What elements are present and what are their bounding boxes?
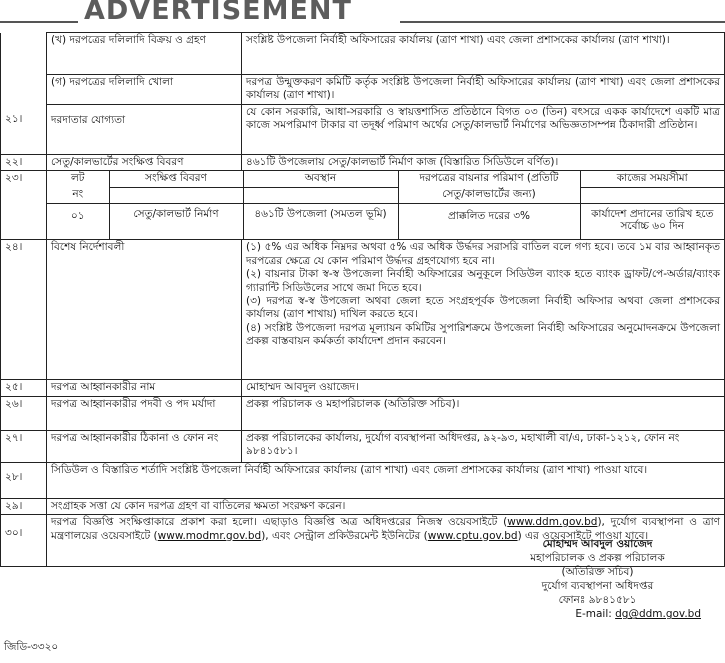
instruction-1: (১) ৫% এর অধিক নিম্নদর অথবা ৫% এর অধিক উর্দ্ধদর সরাসরি বাতিল বলে গণ্য হবে। তবে ১ম বার আহ্বানকৃত দরপত্রের ক্ষেত্রে যে কোন পরিমাণ উর্দ্ধদর গ্রহণযোগ্য হবে না। xyxy=(246,241,720,267)
row-24 xyxy=(1,240,725,380)
row-24-label: বিশেষ নির্দেশাবলী xyxy=(47,240,242,380)
row-29-value: সংগ্রাহক সত্তা যে কোন দরপত্র গ্রহণ বা বাতিলের ক্ষমতা সংরক্ষণ করেন। xyxy=(47,498,725,514)
lot-header-earnest-cont: সেতু/কালভার্টের জন্য) xyxy=(398,187,580,203)
lot-row-1 xyxy=(47,203,724,239)
row-27-value: প্রকল্প পরিচালকের কার্যালয়, দুর্যোগ ব্যবস্থাপনা অধিদপ্তর, ৯২-৯৩, মহাখালী বা/এ, ঢাকা-১২১২, ফোন নং ৯৮৪১৫৮১। xyxy=(242,430,725,462)
row-25 xyxy=(1,380,725,396)
lot-header-location: অবস্থান xyxy=(243,171,398,187)
row-21-label: দরদাতার যোগ্যতা xyxy=(47,104,242,154)
row-27 xyxy=(1,430,725,462)
row-24-value xyxy=(242,240,725,380)
row-26-label: দরপত্র আহ্বানকারীর পদবী ও পদ মর্যাদা xyxy=(47,396,242,430)
row-29 xyxy=(1,498,725,514)
row-27-label: দরপত্র আহ্বানকারীর ঠিকানা ও ফোন নং xyxy=(47,430,242,462)
lot-header-location-blank xyxy=(243,187,398,203)
row-25-label: দরপত্র আহ্বানকারীর নাম xyxy=(47,380,242,396)
banner-left-rule xyxy=(0,21,78,23)
ddm-website-link[interactable]: www.ddm.gov.bd xyxy=(507,516,598,529)
row-ga-num xyxy=(1,75,47,105)
lot-header-brief-blank xyxy=(109,187,243,203)
instruction-3: (৩) দরপত্র স্ব-স্ব উপজেলা অথবা জেলা হতে সংগ্রহপূর্বক উপজেলা নির্বাহী অফিসার অথবা জেলা প্রশাসকের কার্যালয় (ত্রাণ শাখায়) দাখিল করতে হবে। xyxy=(246,294,720,321)
row-22 xyxy=(1,154,725,170)
lot-table xyxy=(47,171,724,239)
lot-header-time: কাজের সময়সীমা xyxy=(580,171,724,187)
row-25-value: মোহাম্মদ আবদুল ওয়াজেদ। xyxy=(242,380,725,396)
row-27-num: ২৭। xyxy=(1,430,47,462)
advertisement-banner xyxy=(0,0,725,32)
row-25-num: ২৫। xyxy=(1,380,47,396)
cptu-website-link[interactable]: www.cptu.gov.bd xyxy=(427,529,518,542)
row-ga-value: দরপত্র উন্মুক্তকরণ কমিটি কর্তৃক সংশ্লিষ্ট উপজেলা নির্বাহী অফিসারের কার্যালয় (ত্রাণ শাখা) এবং জেলা প্রশাসকের কার্যালয় (ত্রাণ শাখা)। xyxy=(242,75,725,105)
email-link[interactable]: dg@ddm.gov.bd xyxy=(615,608,701,621)
row-22-num: ২২। xyxy=(1,154,47,170)
lot-cell-time: কার্যাদেশ প্রদানের তারিখ হতে সর্বোচ্চ ৬০ দিন xyxy=(580,203,724,239)
row-23-lot-table-cell xyxy=(47,171,725,240)
instruction-4: (৪) সংশ্লিষ্ট উপজেলা দরপত্র মূল্যায়ন কমিটির সুপারিশক্রমে উপজেলা নির্বাহী অফিসারের অনুমোদনক্রমে উপজেলা প্রকল্প বাস্তবায়ন কর্মকর্তা কার্যাদেশ প্রদান করবেন। xyxy=(246,321,720,348)
row-21-value: যে কোন সরকারি, আধা-সরকারি ও স্বায়ত্তশাসিত প্রতিষ্ঠানে বিগত ০৩ (তিন) বৎসরে একক কার্যাদেশে একটি মাত্র কাজে সমপরিমাণ টাকার বা তদূর্ধ্ব পরিমাণ অর্থের সেতু/কালভার্ট নির্মাণের অভিজ্ঞতাসম্পন্ন ঠিকাদারী প্রতিষ্ঠান। xyxy=(242,104,725,154)
row-kha xyxy=(1,33,725,75)
row-23 xyxy=(1,171,725,240)
row-28-num: ২৮। xyxy=(1,462,47,498)
row-23-num: ২৩। xyxy=(1,171,47,240)
row-29-num: ২৯। xyxy=(1,498,47,514)
row-22-value: ৪৬১টি উপজেলায় সেতু/কালভার্ট নির্মাণ কাজ (বিস্তারিত সিডিউলে বর্ণিত)। xyxy=(242,154,725,170)
email-label: E-mail: xyxy=(575,608,616,621)
signatory-phone: ফোনঃ ৯৮৪১৫৮১ xyxy=(558,594,637,607)
row-ga-label: (গ) দরপত্রের দলিলাদি খোলা xyxy=(47,75,242,105)
signatory-rank: (অতিরিক্ত সচিব) xyxy=(561,566,634,579)
modmr-website-link[interactable]: www.modmr.gov.bd xyxy=(157,529,262,542)
row-22-label: সেতু/কালভার্টের সংক্ষিপ্ত বিবরণ xyxy=(47,154,242,170)
instruction-2: (২) বায়নার টাকা স্ব-স্ব উপজেলা নির্বাহী অফিসারের অনুকূলে সিডিউল ব্যাংক হতে ব্যাংক ড্রাফট/পে-অর্ডার/ব্যাংক গ্যারান্টি সিডিউলের সাথে জমা দিতে হবে। xyxy=(246,268,720,294)
row-kha-value: সংশ্লিষ্ট উপজেলা নির্বাহী অফিসারের কার্যালয় (ত্রাণ শাখা) এবং জেলা প্রশাসকের কার্যালয় (ত্রাণ শাখা)। xyxy=(242,33,725,75)
lot-header-row xyxy=(47,171,724,187)
row-30-text-3: ), এবং সেন্ট্রাল প্রকিউরমেন্ট ইউনিটের ( xyxy=(261,529,428,542)
row-21 xyxy=(1,104,725,154)
tender-table xyxy=(0,32,725,567)
signatory-org: দুর্যোগ ব্যবস্থাপনা অধিদপ্তর xyxy=(541,580,654,593)
row-26 xyxy=(1,396,725,430)
lot-cell-location: ৪৬১টি উপজেলা (সমতল ভূমি) xyxy=(243,203,398,239)
signatory-title: মহাপরিচালক ও প্রকল্প পরিচালক xyxy=(530,552,665,565)
lot-cell-earnest: প্রাক্কলিত দরের ৩% xyxy=(398,203,580,239)
row-30-text-4: ) এর ওয়েবসাইটে পাওয়া যাবে। xyxy=(517,529,649,542)
row-21-num: ২১। xyxy=(1,104,47,154)
lot-header-earnest: দরপত্রের বায়নার পরিমাণ (প্রতিটি xyxy=(398,171,580,187)
row-28-value: সিডিউল ও বিস্তারিত শর্তাদি সংশ্লিষ্ট উপজেলা নির্বাহী অফিসারের কার্যালয় (ত্রাণ শাখা) এবং জেলা প্রশাসকের কার্যালয় (ত্রাণ শাখা) পাওয়া যাবে। xyxy=(47,462,725,498)
lot-header-row-cont xyxy=(47,187,724,203)
row-26-value: প্রকল্প পরিচালক ও মহাপরিচালক (অতিরিক্ত সচিব)। xyxy=(242,396,725,430)
row-kha-label: (খ) দরপত্রের দলিলাদি বিক্রয় ও গ্রহণ xyxy=(47,33,242,75)
row-30-text-1: দরপত্র বিজ্ঞপ্তি সংক্ষিপ্তাকারে প্রকাশ করা হলো। এছাড়াও বিজ্ঞপ্তি অত্র অধিদপ্তরের নিজস্ব ওয়েবসাইটে ( xyxy=(51,516,508,529)
banner-right-rule xyxy=(400,21,725,23)
gd-code: জিডি-৩৩২০ xyxy=(4,641,59,653)
row-30-text-2: ), দুর্যোগ ব্যবস্থাপনা ও ত্রাণ মন্ত্রণালয়ের ওয়েবসাইটে ( xyxy=(51,516,720,542)
lot-cell-brief: সেতু/কালভার্ট নির্মাণ xyxy=(109,203,243,239)
row-26-num: ২৬। xyxy=(1,396,47,430)
lot-cell-lot: ০১ xyxy=(47,203,109,239)
row-24-num: ২৪। xyxy=(1,240,47,380)
row-kha-num xyxy=(1,33,47,75)
lot-header-brief: সংক্ষিপ্ত বিবরণ xyxy=(109,171,243,187)
lot-header-time-blank xyxy=(580,187,724,203)
signatory-email-line xyxy=(470,607,725,621)
banner-title: ADVERTISEMENT xyxy=(84,0,352,26)
row-28 xyxy=(1,462,725,498)
lot-header-lot: লট xyxy=(47,171,109,187)
signature-block xyxy=(470,537,725,621)
row-30-num: ৩০। xyxy=(1,515,47,567)
signatory-name: মোহাম্মদ আবদুল ওয়াজেদ xyxy=(542,538,653,550)
lot-header-lot-cont: নং xyxy=(47,187,109,203)
row-ga xyxy=(1,75,725,105)
